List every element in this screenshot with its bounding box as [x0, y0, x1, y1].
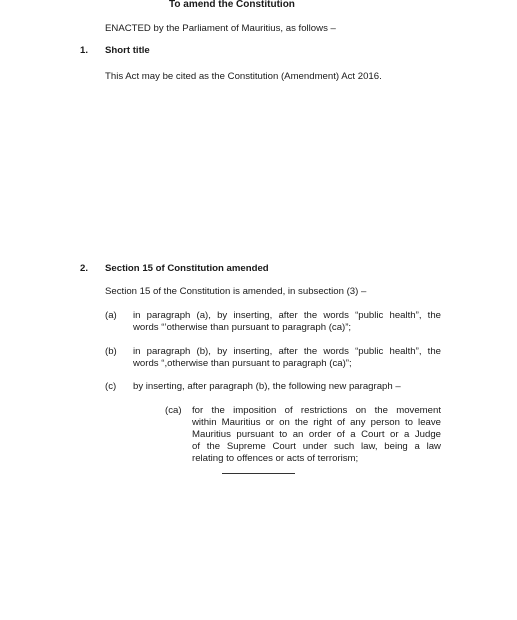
paragraph-label: (ca) — [165, 405, 182, 416]
item-text-line: by inserting, after paragraph (b), the following new paragraph – — [133, 381, 401, 392]
item-text-line: words “’otherwise than pursuant to paragraph (ca)”; — [133, 322, 352, 333]
section-body: This Act may be cited as the Constitution (Amendment) Act 2016. — [105, 71, 382, 82]
paragraph-line: within Mauritius or on the right of any person to leave — [192, 417, 441, 428]
item-label: (b) — [105, 346, 117, 357]
paragraph-line: of the Supreme Court under such law, being a law — [192, 441, 441, 452]
section-number: 2. — [80, 263, 89, 274]
item-text-line: in paragraph (a), by inserting, after the words “public health”, the — [133, 310, 441, 321]
item-text-line: in paragraph (b), by inserting, after the words “public health”, the — [133, 346, 441, 357]
item-label: (c) — [105, 381, 117, 392]
item-label: (a) — [105, 310, 117, 321]
paragraph-line: relating to offences or acts of terrorism; — [192, 453, 359, 464]
section-number: 1. — [80, 45, 89, 56]
document-heading: To amend the Constitution — [169, 0, 295, 10]
section-title: Section 15 of Constitution amended — [105, 263, 269, 274]
item-text-line: words “,otherwise than pursuant to paragraph (ca)”; — [133, 358, 352, 369]
enacting-formula: ENACTED by the Parliament of Mauritius, as follows – — [105, 23, 336, 34]
paragraph-line: Mauritius pursuant to an order of a Court or a Judge — [192, 429, 441, 440]
closing-rule — [222, 473, 295, 474]
section-body: Section 15 of the Constitution is amended, in subsection (3) – — [105, 286, 367, 297]
paragraph-line: for the imposition of restrictions on the movement — [192, 405, 441, 416]
section-title: Short title — [105, 45, 150, 56]
